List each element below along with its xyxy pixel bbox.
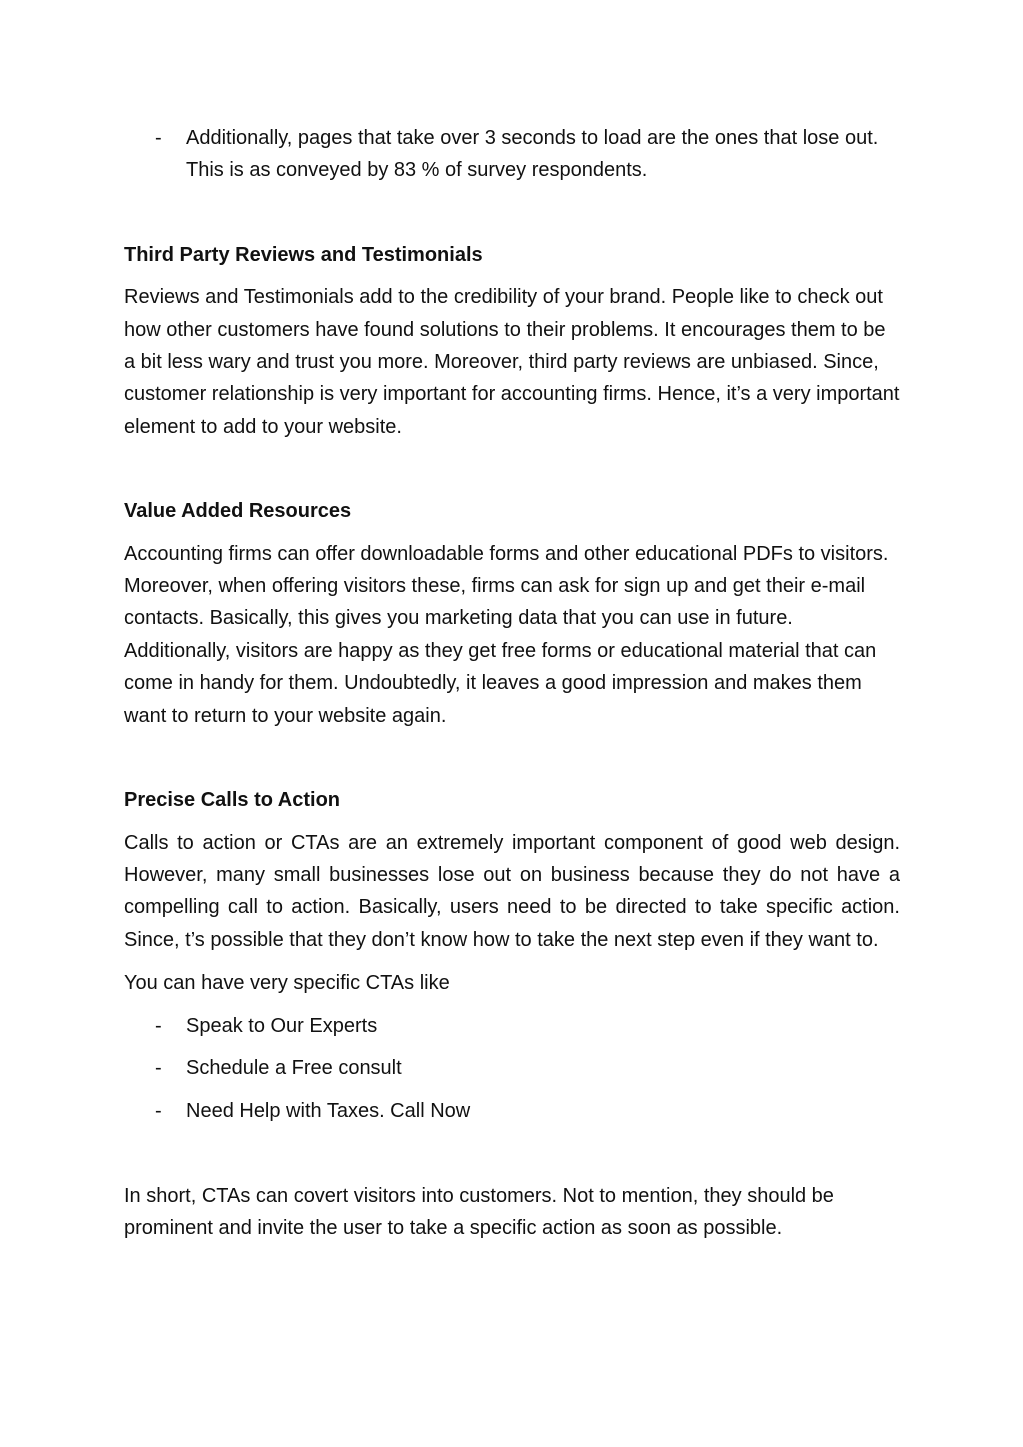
section-paragraph-resources: Accounting firms can offer downloadable forms and other educational PDFs to visitors. Moreover, when offering visitors these, firms can ask for sign up and get their e-mail contacts. Basically, this gives you marketing data that you can use in future. Additionally, visitors are happy as they get free forms or educational material that can come in handy for them. Undoubtedly, it leaves a good impression and makes them want to return to your website again.	[124, 542, 889, 727]
section-heading-cta: Precise Calls to Action	[124, 789, 340, 812]
bullet-marker: -	[155, 1100, 162, 1123]
list-item	[124, 1010, 900, 1042]
bullet-marker: -	[155, 127, 162, 149]
list-item	[124, 1052, 900, 1084]
closing-paragraph: In short, CTAs can covert visitors into customers. Not to mention, they should be prominent and invite the user to take a specific action as soon as possible.	[124, 1184, 834, 1240]
list-item-text: Need Help with Taxes. Call Now	[186, 1100, 471, 1123]
list-item-text: Schedule a Free consult	[186, 1057, 402, 1080]
list-item-text: Additionally, pages that take over 3 seconds to load are the ones that lose out. This is as conveyed by 83 % of survey respondents.	[186, 127, 879, 182]
section-heading-resources: Value Added Resources	[124, 500, 352, 523]
list-item	[124, 1095, 900, 1127]
page-content	[124, 122, 900, 1245]
section-paragraph-reviews: Reviews and Testimonials add to the credibility of your brand. People like to check out how other customers have found solutions to their problems. It encourages them to be a bit less wary and trust you more. Moreover, third party reviews are unbiased. Since, customer relationship is very important for accounting firms. Hence, it’s a very important element to add to your website.	[124, 286, 900, 438]
cta-lead-in: You can have very specific CTAs like	[124, 971, 450, 994]
section-paragraph-cta: Calls to action or CTAs are an extremely important component of good web design. However, many small businesses lose out on business because they do not have a compelling call to action. Basically, users need to be directed to take specific action. Since, t’s possible that they don’t know how to take the next step even if they want to.	[124, 831, 900, 951]
list-item	[124, 122, 900, 187]
bullet-marker: -	[155, 1014, 162, 1037]
section-heading-reviews: Third Party Reviews and Testimonials	[124, 243, 483, 266]
list-item-text: Speak to Our Experts	[186, 1014, 378, 1037]
bullet-marker: -	[155, 1057, 162, 1080]
